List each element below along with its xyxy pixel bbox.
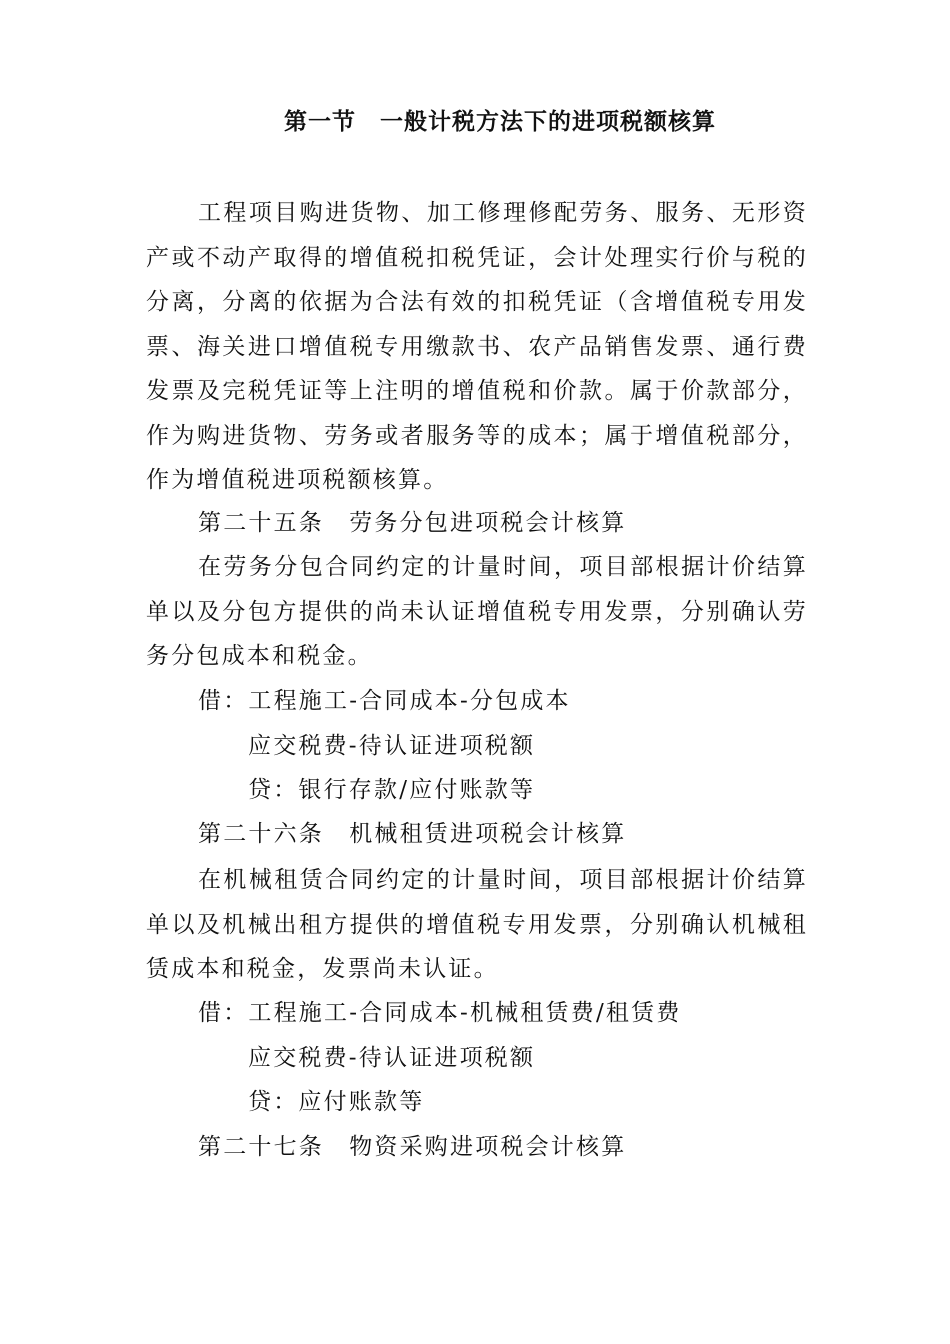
article-27-heading: 第二十七条 物资采购进项税会计核算 (198, 1134, 627, 1160)
article-25-debit-entry: 借：工程施工-合同成本-分包成本 (198, 688, 571, 714)
article-26-heading: 第二十六条 机械租赁进项税会计核算 (198, 821, 627, 847)
article-25-body: 在劳务分包合同约定的计量时间，项目部根据计价结算单以及分包方提供的尚未认证增值税专用发票，分别确认劳务分包成本和税金。 (146, 554, 808, 669)
article-26-credit-entry: 贷：应付账款等 (248, 1089, 425, 1115)
intro-paragraph: 工程项目购进货物、加工修理修配劳务、服务、无形资产或不动产取得的增值税扣税凭证，会计处理实行价与税的分离，分离的依据为合法有效的扣税凭证（含增值税专用发票、海关进口增值税专用缴款书、农产品销售发票、通行费发票及完税凭证等上注明的增值税和价款。属于价款部分，作为购进货物、劳务或者服务等的成本；属于增值税部分，作为增值税进项税额核算。 (146, 200, 808, 493)
section-title: 第一节 一般计税方法下的进项税额核算 (284, 109, 716, 135)
article-25-debit-tax-entry: 应交税费-待认证进项税额 (248, 733, 536, 759)
article-26-debit-tax-entry: 应交税费-待认证进项税额 (248, 1045, 536, 1071)
article-26-body: 在机械租赁合同约定的计量时间，项目部根据计价结算单以及机械出租方提供的增值税专用发票，分别确认机械租赁成本和税金，发票尚未认证。 (146, 867, 808, 982)
article-25-heading: 第二十五条 劳务分包进项税会计核算 (198, 510, 627, 536)
article-26-debit-entry: 借：工程施工-合同成本-机械租赁费/租赁费 (198, 1000, 682, 1026)
article-25-credit-entry: 贷：银行存款/应付账款等 (248, 777, 536, 803)
